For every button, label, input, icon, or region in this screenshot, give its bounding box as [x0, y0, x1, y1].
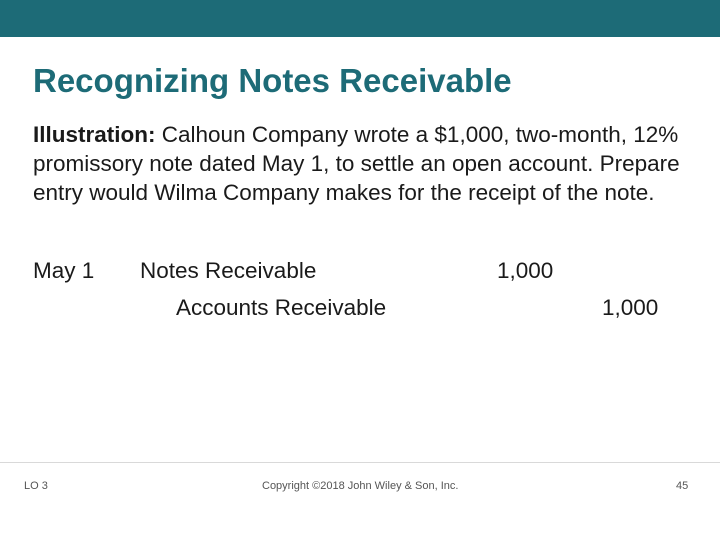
entry-date: May 1	[33, 258, 95, 283]
credit-account: Accounts Receivable	[176, 295, 387, 320]
illustration-paragraph	[33, 120, 697, 207]
debit-account: Notes Receivable	[140, 258, 317, 283]
header-bar	[0, 0, 720, 37]
footer-divider	[0, 462, 720, 463]
page-number: 45	[676, 480, 689, 492]
copyright-notice: Copyright ©2018 John Wiley & Son, Inc.	[262, 480, 459, 492]
illustration-label: Illustration:	[33, 122, 156, 147]
debit-amount: 1,000	[497, 258, 554, 283]
slide-title: Recognizing Notes Receivable	[33, 62, 512, 99]
credit-amount: 1,000	[602, 295, 659, 320]
illustration-text: Calhoun Company wrote a $1,000, two-month, 12% promissory note dated May 1, to settle an open account. Prepare entry would Wilma Company makes for the receipt of the note.	[33, 122, 680, 205]
learning-objective: LO 3	[24, 480, 48, 492]
